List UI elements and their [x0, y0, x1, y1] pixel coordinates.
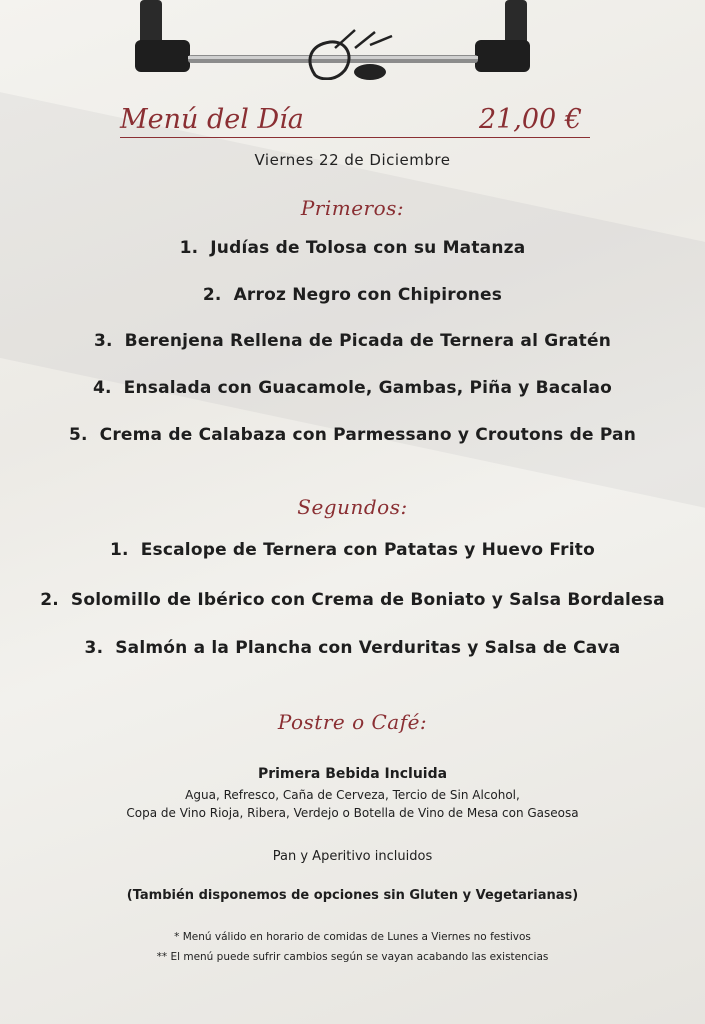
bebida-heading: Primera Bebida Incluida: [257, 766, 448, 782]
primeros-item: [0, 238, 705, 258]
bebida-line: Copa de Vino Rioja, Ribera, Verdejo o Botella de Vino de Mesa con Gaseosa: [126, 806, 579, 820]
segundos-item: [0, 540, 705, 560]
primeros-item: [0, 331, 705, 351]
segundos-item: [0, 638, 705, 658]
menu-title: [120, 104, 590, 140]
primeros-heading: Primeros:: [300, 196, 405, 220]
dish-name: Crema de Calabaza con Parmessano y Croutons de Pan: [99, 425, 637, 445]
item-number: 4.: [92, 378, 112, 398]
primeros-item: [0, 285, 705, 305]
item-number: 1.: [179, 238, 199, 258]
dish-name: Ensalada con Guacamole, Gambas, Piña y Bacalao: [123, 378, 613, 398]
primeros-item: [0, 425, 705, 445]
pan-aperitivo: Pan y Aperitivo incluidos: [272, 849, 433, 864]
segundos-heading: Segundos:: [297, 495, 408, 519]
opciones-note: (También disponemos de opciones sin Gluten y Vegetarianas): [126, 888, 579, 903]
title-underline: [120, 137, 590, 138]
footnote: * Menú válido en horario de comidas de Lunes a Viernes no festivos: [174, 931, 531, 943]
dish-name: Arroz Negro con Chipirones: [233, 285, 503, 305]
dish-name: Judías de Tolosa con su Matanza: [210, 238, 526, 258]
footnote: ** El menú puede sufrir cambios según se vayan acabando las existencias: [156, 951, 549, 963]
postre-heading: Postre o Café:: [277, 710, 428, 734]
menu-title-text: Menú del Día: [120, 104, 304, 135]
clipboard-clip-icon: [130, 0, 535, 80]
item-number: 3.: [93, 331, 113, 351]
dish-name: Salmón a la Plancha con Verduritas y Salsa de Cava: [115, 638, 621, 658]
dish-name: Escalope de Ternera con Patatas y Huevo Frito: [140, 540, 595, 560]
primeros-item: [0, 378, 705, 398]
bebida-line: Agua, Refresco, Caña de Cerveza, Tercio de Sin Alcohol,: [185, 788, 520, 802]
dish-name: Berenjena Rellena de Picada de Ternera al Gratén: [124, 331, 611, 351]
segundos-item: [0, 590, 705, 610]
item-number: 2.: [202, 285, 222, 305]
item-number: 2.: [40, 590, 59, 610]
item-number: 3.: [84, 638, 104, 658]
menu-price: 21,00 €: [478, 104, 582, 135]
item-number: 1.: [110, 540, 129, 560]
item-number: 5.: [68, 425, 88, 445]
dish-name: Solomillo de Ibérico con Crema de Boniato y Salsa Bordalesa: [70, 590, 665, 610]
menu-date: Viernes 22 de Diciembre: [254, 151, 451, 169]
